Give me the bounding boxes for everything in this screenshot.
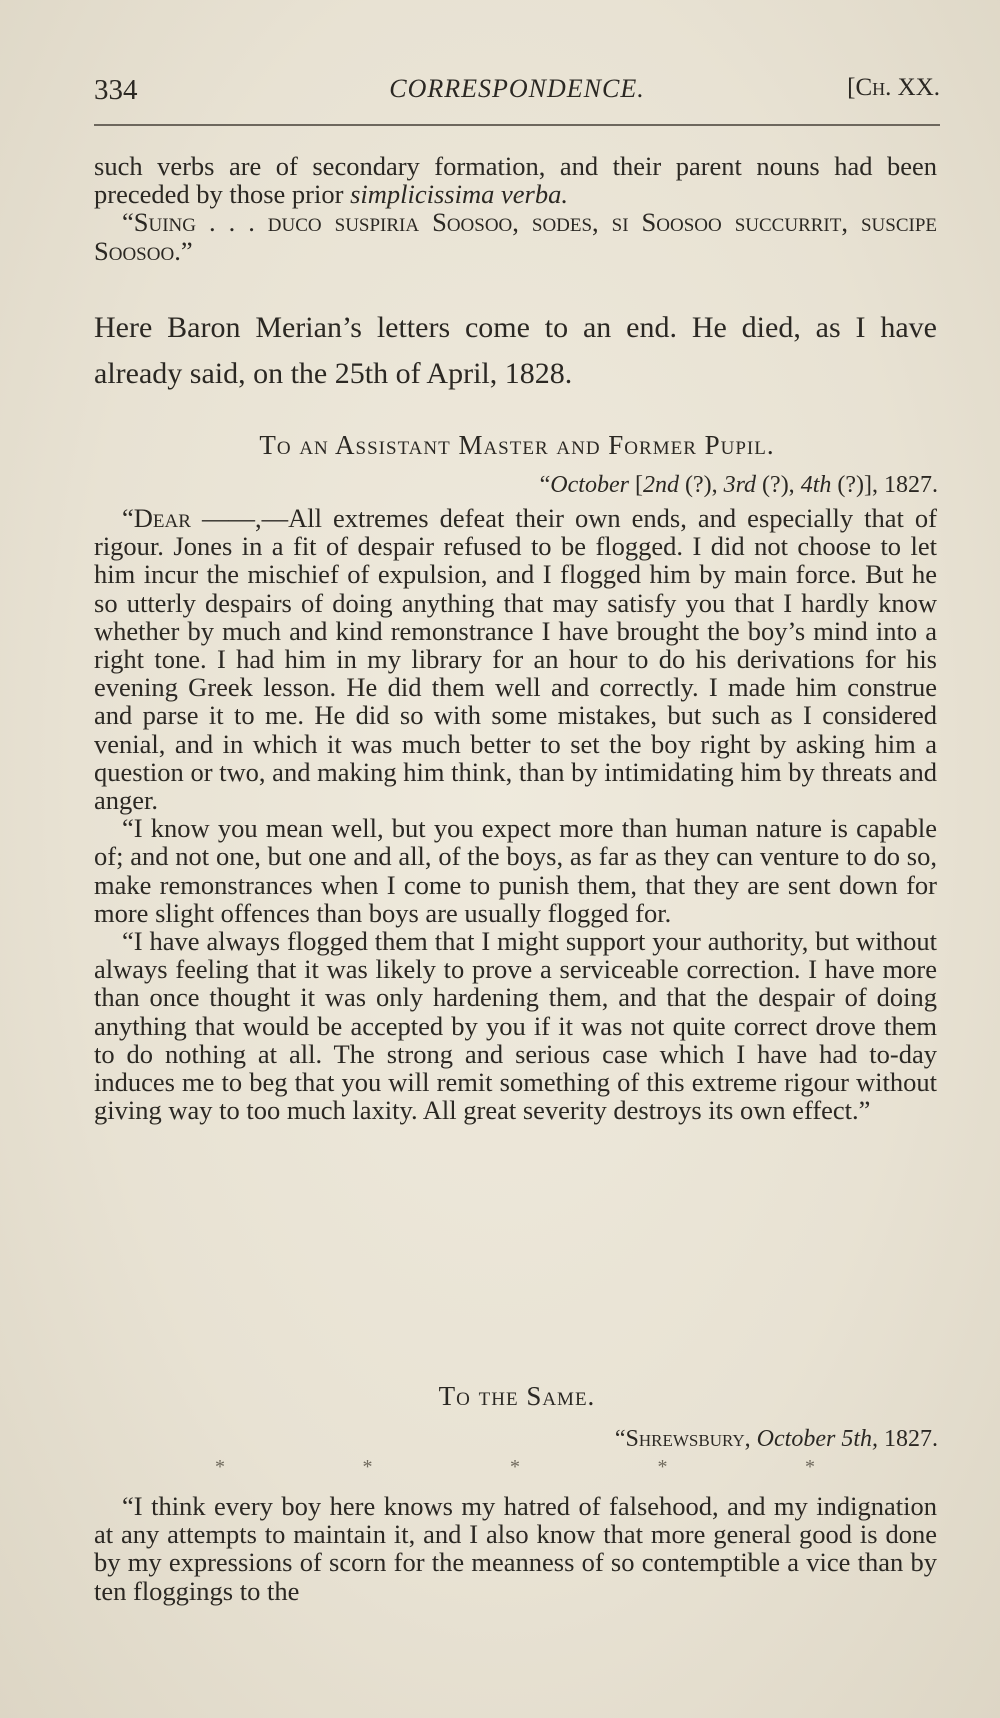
letter2-dateline: [615, 1426, 938, 1453]
dateline-place: “Shrewsbury,: [614, 1426, 751, 1452]
section-stars: [215, 1456, 815, 1479]
star: *: [362, 1456, 373, 1478]
dateline-day-2: 3rd: [723, 472, 757, 498]
chapter-label: [Ch. XX.: [847, 74, 940, 101]
letter2-paragraph-1: “I think every boy here knows my hatred of falsehood, and my indignation at any attempts to maintain it, and I also know that more general good is done by my expressions of scorn for the meanness of so contemptible a vice than by ten floggings to the: [94, 1491, 937, 1606]
dateline-quote-mark: “: [539, 472, 551, 498]
star: *: [805, 1456, 815, 1478]
dateline-sep-2: (?),: [678, 472, 724, 498]
opening-text: [94, 152, 937, 265]
merian-note-text: Here Baron Merian’s letters come to an end. He died, as I have already said, on the 25th of April, 1828.: [94, 311, 937, 390]
opening-paragraph-text: such verbs are of secondary formation, and their parent nouns had been preceded by those prior: [94, 151, 937, 210]
dateline-month: October: [750, 1426, 842, 1452]
dateline-year: (?)], 1827.: [831, 472, 938, 498]
header-rule: [94, 124, 940, 126]
dateline-month: October: [550, 472, 629, 498]
letter1-paragraph-1-text: ——,—All extremes defeat their own ends, and especially that of rigour. Jones in a fit of despair refused to be flogged. I did not choose to let him incur the mischief of expulsion, and I flogged him by main force. But he so utterly despairs of doing anything that may satisfy you that I hardly know whether by much and kind remonstrance I have brought the boy’s mind into a right tone. I had him in my library for an hour to do his derivations for his evening Greek lesson. He did them well and correctly. I made him construe and parse it to me. He did so with some mistakes, but such as I considered venial, and in which it was much better to set the boy right by asking him a question or two, and making him think, than by intimidating him by threats and anger.: [94, 503, 937, 816]
letter1-paragraph-3: “I have always flogged them that I might support your authority, but without always feeling that it was likely to prove a serviceable correction. I have more than once thought it was only hardening them, and that the despair of doing anything that would be accepted by you if it was not quite correct drove them to do nothing at all. The strong and serious case which I have had to-day induces me to beg that you will remit something of this extreme rigour without giving way to too much laxity. All great severity destroys its own effect.”: [94, 926, 937, 1126]
letter1-paragraph-1: [94, 504, 937, 814]
salutation: “Dear: [122, 503, 191, 533]
dateline-year: 1827.: [878, 1426, 938, 1452]
opening-paragraph: [94, 152, 937, 208]
star: *: [215, 1456, 225, 1478]
dateline-sep-3: (?),: [756, 472, 801, 498]
latin-quote: “Suing . . . duco suspiria Soosoo, sodes, si Soosoo succurrit, suscipe Soosoo.”: [94, 207, 937, 266]
dateline-sep-1: [: [628, 472, 643, 498]
latin-phrase: simplicissima verba.: [350, 179, 568, 210]
star: *: [510, 1456, 520, 1478]
running-head: [94, 68, 940, 124]
letter2-heading: To the Same.: [438, 1381, 596, 1411]
letter1-heading: To an Assistant Master and Former Pupil.: [259, 430, 775, 460]
letter1-body: [94, 504, 937, 1124]
dateline-day-1: 2nd: [642, 472, 679, 498]
running-title: CORRESPONDENCE.: [389, 74, 645, 103]
letter1-paragraph-2: “I know you mean well, but you expect more than human nature is capable of; and not one, but one and all, of the boys, as far as they can venture to do so, make remonstrances when I come to punish them, that they are sent down for more slight offences than boys are usually flogged for.: [94, 813, 937, 928]
letter1-dateline: [540, 472, 938, 499]
star: *: [657, 1456, 668, 1478]
page-number: 334: [94, 74, 138, 106]
letter2-body: [94, 1492, 937, 1605]
dateline-day-3: 4th: [800, 472, 832, 498]
merian-note: [94, 305, 937, 397]
dateline-day: 5th,: [841, 1426, 878, 1452]
